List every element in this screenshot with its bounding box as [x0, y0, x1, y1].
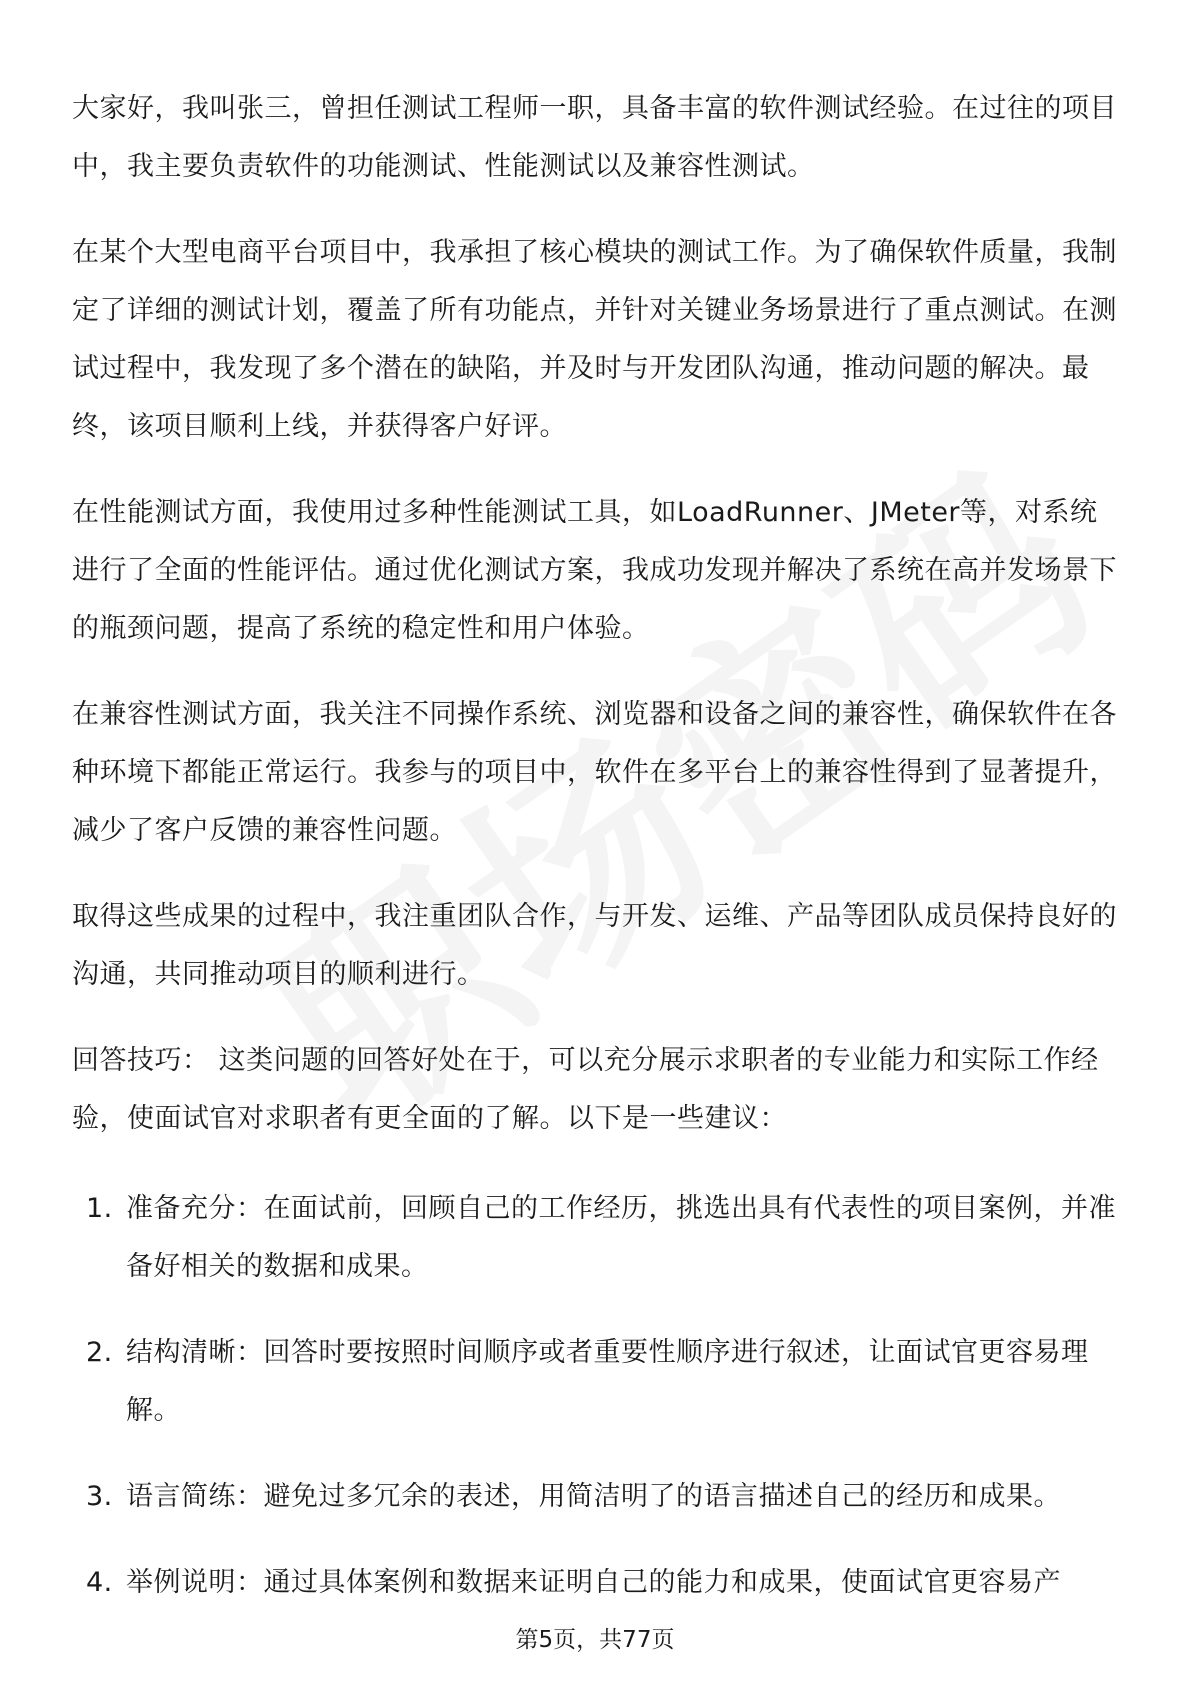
page-number: 第5页，共77页: [515, 1627, 675, 1653]
list-number: 4.: [86, 1567, 113, 1598]
list-number: 3.: [86, 1481, 113, 1512]
list-item: [72, 1554, 1122, 1612]
list-number: 1.: [86, 1193, 113, 1224]
list-item: [72, 1324, 1122, 1440]
paragraph-answer-tips: 回答技巧： 这类问题的回答好处在于，可以充分展示求职者的专业能力和实际工作经验，使面试官对求职者有更全面的了解。以下是一些建议：: [72, 1045, 1099, 1134]
list-item-text: 语言简练：避免过多冗余的表述，用简洁明了的语言描述自己的经历和成果。: [126, 1481, 1061, 1512]
paragraph-ecommerce-project: 在某个大型电商平台项目中，我承担了核心模块的测试工作。为了确保软件质量，我制定了详细的测试计划，覆盖了所有功能点，并针对关键业务场景进行了重点测试。在测试过程中，我发现了多个潜在的缺陷，并及时与开发团队沟通，推动问题的解决。最终，该项目顺利上线，并获得客户好评。: [72, 237, 1117, 442]
tips-list: [72, 1180, 1122, 1612]
list-item-text: 准备充分：在面试前，回顾自己的工作经历，挑选出具有代表性的项目案例，并准备好相关的数据和成果。: [126, 1193, 1116, 1282]
list-item-text: 举例说明：通过具体案例和数据来证明自己的能力和成果，使面试官更容易产: [126, 1567, 1061, 1598]
list-number: 2.: [86, 1337, 113, 1368]
list-item: [72, 1468, 1122, 1526]
list-item-text: 结构清晰：回答时要按照时间顺序或者重要性顺序进行叙述，让面试官更容易理解。: [126, 1337, 1089, 1426]
paragraph-compatibility-testing: 在兼容性测试方面，我关注不同操作系统、浏览器和设备之间的兼容性，确保软件在各种环境下都能正常运行。我参与的项目中，软件在多平台上的兼容性得到了显著提升，减少了客户反馈的兼容性问题。: [72, 699, 1117, 846]
list-item: [72, 1180, 1122, 1296]
paragraph-intro: 大家好，我叫张三，曾担任测试工程师一职，具备丰富的软件测试经验。在过往的项目中，我主要负责软件的功能测试、性能测试以及兼容性测试。: [72, 93, 1117, 182]
paragraph-teamwork: 取得这些成果的过程中，我注重团队合作，与开发、运维、产品等团队成员保持良好的沟通，共同推动项目的顺利进行。: [72, 901, 1117, 990]
document-body: [72, 80, 1122, 1640]
paragraph-performance-testing: 在性能测试方面，我使用过多种性能测试工具，如LoadRunner、JMeter等，对系统进行了全面的性能评估。通过优化测试方案，我成功发现并解决了系统在高并发场景下的瓶颈问题，提高了系统的稳定性和用户体验。: [72, 497, 1117, 644]
